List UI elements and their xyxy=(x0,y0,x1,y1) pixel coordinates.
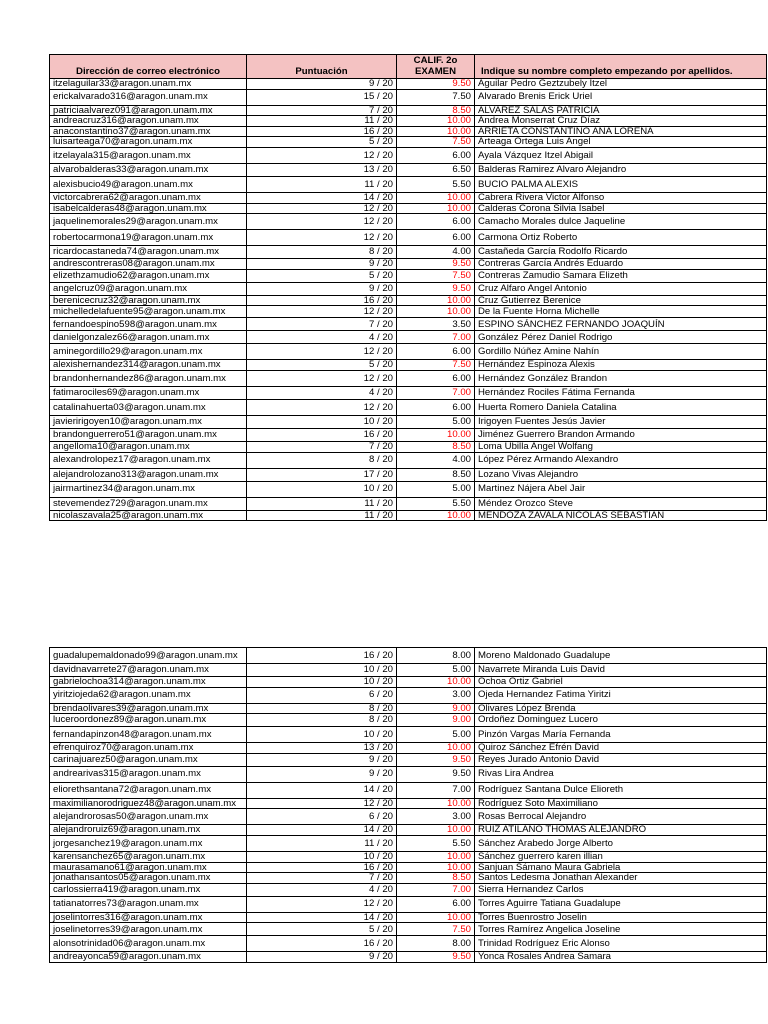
cell-grade: 9.50 xyxy=(397,282,475,295)
table-row xyxy=(50,468,767,481)
table-row xyxy=(50,331,767,344)
cell-email: joselinetorres39@aragon.unam.mx xyxy=(50,923,247,936)
cell-grade: 6.00 xyxy=(397,371,475,387)
cell-score: 7 / 20 xyxy=(247,105,397,116)
cell-grade: 8.50 xyxy=(397,105,475,116)
table-row xyxy=(50,677,767,688)
cell-score: 9 / 20 xyxy=(247,753,397,766)
table-row xyxy=(50,923,767,936)
cell-email: ricardocastaneda74@aragon.unam.mx xyxy=(50,246,247,259)
header-score: Puntuación xyxy=(247,55,397,79)
cell-score: 12 / 20 xyxy=(247,400,397,416)
cell-name: Balderas Ramirez Alvaro Alejandro xyxy=(475,164,767,177)
cell-grade: 10.00 xyxy=(397,203,475,214)
cell-grade: 4.00 xyxy=(397,246,475,259)
cell-grade: 8.00 xyxy=(397,936,475,952)
cell-score: 7 / 20 xyxy=(247,442,397,453)
table-row xyxy=(50,664,767,677)
cell-email: maurasamano61@aragon.unam.mx xyxy=(50,862,247,873)
cell-email: alvarobalderas33@aragon.unam.mx xyxy=(50,164,247,177)
table-row xyxy=(50,116,767,127)
table-row xyxy=(50,371,767,387)
cell-grade: 9.50 xyxy=(397,766,475,782)
cell-score: 10 / 20 xyxy=(247,416,397,429)
cell-email: gabrielochoa314@aragon.unam.mx xyxy=(50,677,247,688)
cell-grade: 5.50 xyxy=(397,497,475,510)
cell-grade: 9.00 xyxy=(397,703,475,714)
cell-name: ESPINO SÁNCHEZ FERNANDO JOAQUÍN xyxy=(475,318,767,331)
cell-score: 5 / 20 xyxy=(247,360,397,371)
cell-score: 16 / 20 xyxy=(247,936,397,952)
cell-email: carinajuarez50@aragon.unam.mx xyxy=(50,753,247,766)
cell-name: Calderas Corona Silvia Isabel xyxy=(475,203,767,214)
table-row xyxy=(50,896,767,912)
cell-email: berenicecruz32@aragon.unam.mx xyxy=(50,295,247,306)
cell-score: 8 / 20 xyxy=(247,714,397,727)
cell-email: alexisbucio49@aragon.unam.mx xyxy=(50,177,247,193)
cell-score: 9 / 20 xyxy=(247,952,397,963)
cell-email: itzelaguilar33@aragon.unam.mx xyxy=(50,79,247,90)
table-row xyxy=(50,648,767,664)
cell-email: carlossierra419@aragon.unam.mx xyxy=(50,883,247,896)
table-row xyxy=(50,952,767,963)
cell-name: Pinzón Vargas María Fernanda xyxy=(475,727,767,743)
cell-name: Cruz Gutierrez Berenice xyxy=(475,295,767,306)
cell-score: 4 / 20 xyxy=(247,387,397,400)
table-header-row xyxy=(50,55,767,79)
cell-email: michelledelafuente95@aragon.unam.mx xyxy=(50,306,247,318)
cell-score: 14 / 20 xyxy=(247,193,397,204)
cell-score: 6 / 20 xyxy=(247,687,397,703)
cell-name: Torres Buenrostro Joselin xyxy=(475,912,767,923)
cell-score: 10 / 20 xyxy=(247,851,397,862)
cell-grade: 7.00 xyxy=(397,387,475,400)
cell-name: Rivas Lira Andrea xyxy=(475,766,767,782)
cell-grade: 6.00 xyxy=(397,230,475,246)
cell-name: Torres Ramírez Angelica Joseline xyxy=(475,923,767,936)
table-row xyxy=(50,703,767,714)
cell-email: jonathansantos05@aragon.unam.mx xyxy=(50,873,247,884)
cell-name: Ojeda Hernandez Fatima Yiritzi xyxy=(475,687,767,703)
cell-name: Ochoa Ortiz Gabriel xyxy=(475,677,767,688)
cell-email: karensanchez65@aragon.unam.mx xyxy=(50,851,247,862)
cell-score: 12 / 20 xyxy=(247,203,397,214)
cell-grade: 10.00 xyxy=(397,743,475,754)
cell-score: 5 / 20 xyxy=(247,137,397,148)
table-row xyxy=(50,193,767,204)
cell-name: Gordillo Núñez Amine Nahín xyxy=(475,344,767,360)
cell-score: 10 / 20 xyxy=(247,727,397,743)
cell-score: 16 / 20 xyxy=(247,126,397,137)
cell-email: jairmartinez34@aragon.unam.mx xyxy=(50,481,247,497)
table-row xyxy=(50,766,767,782)
cell-score: 9 / 20 xyxy=(247,79,397,90)
table-row xyxy=(50,883,767,896)
cell-grade: 3.00 xyxy=(397,687,475,703)
cell-grade: 10.00 xyxy=(397,510,475,521)
cell-grade: 10.00 xyxy=(397,851,475,862)
table-row xyxy=(50,753,767,766)
cell-email: fernandapinzon48@aragon.unam.mx xyxy=(50,727,247,743)
cell-name: Hernández Espinoza Alexis xyxy=(475,360,767,371)
cell-score: 14 / 20 xyxy=(247,825,397,836)
cell-name: Olivares López Brenda xyxy=(475,703,767,714)
cell-email: luceroordonez89@aragon.unam.mx xyxy=(50,714,247,727)
cell-name: Santos Ledesma Jonathan Alexander xyxy=(475,873,767,884)
cell-email: isabelcalderas48@aragon.unam.mx xyxy=(50,203,247,214)
cell-score: 8 / 20 xyxy=(247,452,397,468)
table-row xyxy=(50,912,767,923)
table-row xyxy=(50,416,767,429)
table-row xyxy=(50,295,767,306)
table-row xyxy=(50,862,767,873)
cell-score: 12 / 20 xyxy=(247,798,397,809)
cell-score: 11 / 20 xyxy=(247,116,397,127)
cell-score: 10 / 20 xyxy=(247,481,397,497)
cell-email: angelcruz09@aragon.unam.mx xyxy=(50,282,247,295)
cell-name: Méndez Orozco Steve xyxy=(475,497,767,510)
table-row xyxy=(50,452,767,468)
cell-email: brandonguerrero51@aragon.unam.mx xyxy=(50,429,247,442)
cell-score: 11 / 20 xyxy=(247,177,397,193)
cell-score: 12 / 20 xyxy=(247,371,397,387)
cell-name: Martinez Nájera Abel Jair xyxy=(475,481,767,497)
cell-name: Carmona Ortiz Roberto xyxy=(475,230,767,246)
cell-grade: 6.00 xyxy=(397,148,475,164)
cell-name: Camacho Morales dulce Jaqueline xyxy=(475,214,767,230)
cell-email: maximilianorodriguez48@aragon.unam.mx xyxy=(50,798,247,809)
table-row xyxy=(50,835,767,851)
table-row xyxy=(50,442,767,453)
cell-email: yiritziojeda62@aragon.unam.mx xyxy=(50,687,247,703)
table-row xyxy=(50,782,767,798)
table-row xyxy=(50,126,767,137)
cell-score: 10 / 20 xyxy=(247,664,397,677)
cell-score: 13 / 20 xyxy=(247,743,397,754)
cell-name: BUCIO PALMA ALEXIS xyxy=(475,177,767,193)
cell-grade: 6.00 xyxy=(397,896,475,912)
cell-name: Navarrete Miranda Luis David xyxy=(475,664,767,677)
cell-grade: 3.50 xyxy=(397,318,475,331)
cell-email: anaconstantino37@aragon.unam.mx xyxy=(50,126,247,137)
cell-score: 4 / 20 xyxy=(247,331,397,344)
header-email: Dirección de correo electrónico xyxy=(50,55,247,79)
cell-score: 7 / 20 xyxy=(247,318,397,331)
cell-name: Cabrera Rivera Victor Alfonso xyxy=(475,193,767,204)
cell-name: Huerta Romero Daniela Catalina xyxy=(475,400,767,416)
cell-name: Ayala Vázquez Itzel Abigail xyxy=(475,148,767,164)
cell-grade: 8.50 xyxy=(397,873,475,884)
cell-score: 12 / 20 xyxy=(247,214,397,230)
cell-grade: 8.00 xyxy=(397,648,475,664)
cell-name: Rodríguez Santana Dulce Elioreth xyxy=(475,782,767,798)
cell-email: patriciaalvarez091@aragon.unam.mx xyxy=(50,105,247,116)
cell-email: erickalvarado316@aragon.unam.mx xyxy=(50,89,247,105)
cell-email: brandonhernandez86@aragon.unam.mx xyxy=(50,371,247,387)
table-row xyxy=(50,246,767,259)
cell-name: Yonca Rosales Andrea Samara xyxy=(475,952,767,963)
cell-score: 12 / 20 xyxy=(247,896,397,912)
table-row xyxy=(50,510,767,521)
cell-email: luisarteaga70@aragon.unam.mx xyxy=(50,137,247,148)
cell-grade: 9.50 xyxy=(397,952,475,963)
cell-name: Trinidad Rodríguez Eric Alonso xyxy=(475,936,767,952)
cell-grade: 7.50 xyxy=(397,137,475,148)
table-row xyxy=(50,798,767,809)
cell-score: 14 / 20 xyxy=(247,912,397,923)
cell-email: andrearivas315@aragon.unam.mx xyxy=(50,766,247,782)
cell-name: ARRIETA CONSTANTINO ANA LORENA xyxy=(475,126,767,137)
cell-email: alonsotrinidad06@aragon.unam.mx xyxy=(50,936,247,952)
cell-email: alejandrorosas50@aragon.unam.mx xyxy=(50,809,247,825)
cell-name: Sierra Hernandez Carlos xyxy=(475,883,767,896)
cell-name: Rodríguez Soto Maximiliano xyxy=(475,798,767,809)
cell-grade: 10.00 xyxy=(397,295,475,306)
cell-grade: 6.00 xyxy=(397,344,475,360)
cell-name: Reyes Jurado Antonio David xyxy=(475,753,767,766)
cell-email: itzelayala315@aragon.unam.mx xyxy=(50,148,247,164)
cell-email: elizethzamudio62@aragon.unam.mx xyxy=(50,269,247,282)
cell-name: Andrea Monserrat Cruz Díaz xyxy=(475,116,767,127)
cell-name: González Pérez Daniel Rodrigo xyxy=(475,331,767,344)
cell-score: 12 / 20 xyxy=(247,148,397,164)
cell-grade: 5.00 xyxy=(397,727,475,743)
cell-email: danielgonzalez66@aragon.unam.mx xyxy=(50,331,247,344)
cell-score: 15 / 20 xyxy=(247,89,397,105)
table-row xyxy=(50,360,767,371)
table-row xyxy=(50,429,767,442)
cell-score: 12 / 20 xyxy=(247,344,397,360)
cell-name: Loma Ubilla Angel Wolfang xyxy=(475,442,767,453)
cell-score: 11 / 20 xyxy=(247,497,397,510)
cell-grade: 10.00 xyxy=(397,862,475,873)
cell-grade: 6.50 xyxy=(397,164,475,177)
header-grade-line1: CALIF. 2o xyxy=(413,55,458,66)
cell-email: robertocarmona19@aragon.unam.mx xyxy=(50,230,247,246)
table-row xyxy=(50,164,767,177)
cell-name: ALVAREZ SALAS PATRICIA xyxy=(475,105,767,116)
cell-score: 9 / 20 xyxy=(247,259,397,270)
cell-score: 16 / 20 xyxy=(247,295,397,306)
cell-name: Lozano Vivas Alejandro xyxy=(475,468,767,481)
cell-score: 5 / 20 xyxy=(247,269,397,282)
cell-email: brendaolivares39@aragon.unam.mx xyxy=(50,703,247,714)
cell-email: catalinahuerta03@aragon.unam.mx xyxy=(50,400,247,416)
cell-email: javieririgoyen10@aragon.unam.mx xyxy=(50,416,247,429)
cell-name: RUIZ ATILANO THOMAS ALEJANDRO xyxy=(475,825,767,836)
cell-grade: 7.00 xyxy=(397,883,475,896)
table-row xyxy=(50,825,767,836)
cell-grade: 10.00 xyxy=(397,116,475,127)
cell-email: victorcabrera62@aragon.unam.mx xyxy=(50,193,247,204)
cell-name: Rosas Berrocal Alejandro xyxy=(475,809,767,825)
cell-email: alejandrolozano313@aragon.unam.mx xyxy=(50,468,247,481)
table-row xyxy=(50,851,767,862)
table-row xyxy=(50,318,767,331)
cell-email: jorgesanchez19@aragon.unam.mx xyxy=(50,835,247,851)
table-row xyxy=(50,727,767,743)
cell-name: Sánchez Arabedo Jorge Alberto xyxy=(475,835,767,851)
cell-name: De la Fuente Horna Michelle xyxy=(475,306,767,318)
cell-grade: 7.00 xyxy=(397,331,475,344)
cell-score: 14 / 20 xyxy=(247,782,397,798)
cell-name: Sanjuan Sámano Maura Gabriela xyxy=(475,862,767,873)
table-row xyxy=(50,214,767,230)
cell-grade: 7.50 xyxy=(397,269,475,282)
cell-score: 16 / 20 xyxy=(247,862,397,873)
header-name: Indique su nombre completo empezando por apellidos. xyxy=(475,55,767,79)
cell-name: Sánchez guerrero karen illian xyxy=(475,851,767,862)
table-row xyxy=(50,497,767,510)
table-row xyxy=(50,105,767,116)
cell-email: andreacruz316@aragon.unam.mx xyxy=(50,116,247,127)
cell-grade: 5.00 xyxy=(397,416,475,429)
cell-email: alexandrolopez17@aragon.unam.mx xyxy=(50,452,247,468)
cell-grade: 6.00 xyxy=(397,400,475,416)
cell-email: jaquelinemorales29@aragon.unam.mx xyxy=(50,214,247,230)
table-row xyxy=(50,306,767,318)
cell-score: 8 / 20 xyxy=(247,703,397,714)
cell-grade: 10.00 xyxy=(397,429,475,442)
table-row xyxy=(50,89,767,105)
cell-email: davidnavarrete27@aragon.unam.mx xyxy=(50,664,247,677)
cell-name: Contreras Zamudio Samara Elizeth xyxy=(475,269,767,282)
cell-email: andreayonca59@aragon.unam.mx xyxy=(50,952,247,963)
cell-name: Irigoyen Fuentes Jesús Javier xyxy=(475,416,767,429)
table-row xyxy=(50,79,767,90)
grades-table-2 xyxy=(49,647,767,963)
cell-name: Moreno Maldonado Guadalupe xyxy=(475,648,767,664)
cell-grade: 9.50 xyxy=(397,79,475,90)
cell-score: 9 / 20 xyxy=(247,282,397,295)
cell-name: Contreras García Andrés Eduardo xyxy=(475,259,767,270)
cell-grade: 5.00 xyxy=(397,664,475,677)
cell-name: Alvarado Brenis Erick Uriel xyxy=(475,89,767,105)
cell-email: fernandoespino598@aragon.unam.mx xyxy=(50,318,247,331)
cell-grade: 7.50 xyxy=(397,89,475,105)
cell-score: 7 / 20 xyxy=(247,873,397,884)
table-row xyxy=(50,873,767,884)
cell-grade: 10.00 xyxy=(397,798,475,809)
cell-score: 11 / 20 xyxy=(247,835,397,851)
cell-name: Cruz Alfaro Angel Antonio xyxy=(475,282,767,295)
cell-grade: 10.00 xyxy=(397,825,475,836)
cell-name: Jiménez Guerrero Brandon Armando xyxy=(475,429,767,442)
cell-score: 5 / 20 xyxy=(247,923,397,936)
table-row xyxy=(50,936,767,952)
cell-grade: 5.50 xyxy=(397,835,475,851)
table-row xyxy=(50,387,767,400)
cell-grade: 6.00 xyxy=(397,214,475,230)
cell-email: joselintorres316@aragon.unam.mx xyxy=(50,912,247,923)
cell-score: 9 / 20 xyxy=(247,766,397,782)
cell-email: eliorethsantana72@aragon.unam.mx xyxy=(50,782,247,798)
cell-grade: 10.00 xyxy=(397,677,475,688)
cell-grade: 5.50 xyxy=(397,177,475,193)
cell-grade: 9.50 xyxy=(397,259,475,270)
table-row xyxy=(50,687,767,703)
cell-email: tatianatorres73@aragon.unam.mx xyxy=(50,896,247,912)
cell-email: aminegordillo29@aragon.unam.mx xyxy=(50,344,247,360)
cell-score: 10 / 20 xyxy=(247,677,397,688)
cell-grade: 9.50 xyxy=(397,753,475,766)
cell-grade: 10.00 xyxy=(397,126,475,137)
cell-email: andrescontreras08@aragon.unam.mx xyxy=(50,259,247,270)
cell-email: alejandroruiz69@aragon.unam.mx xyxy=(50,825,247,836)
cell-grade: 5.00 xyxy=(397,481,475,497)
cell-email: stevemendez729@aragon.unam.mx xyxy=(50,497,247,510)
cell-name: Castañeda García Rodolfo Ricardo xyxy=(475,246,767,259)
cell-score: 16 / 20 xyxy=(247,429,397,442)
cell-grade: 10.00 xyxy=(397,912,475,923)
cell-email: alexishernandez314@aragon.unam.mx xyxy=(50,360,247,371)
cell-score: 11 / 20 xyxy=(247,510,397,521)
cell-grade: 8.50 xyxy=(397,442,475,453)
table-row xyxy=(50,137,767,148)
cell-name: MENDOZA ZAVALA NICOLAS SEBASTIAN xyxy=(475,510,767,521)
cell-grade: 4.00 xyxy=(397,452,475,468)
cell-email: guadalupemaldonado99@aragon.unam.mx xyxy=(50,648,247,664)
cell-name: Quiroz Sánchez Efrén David xyxy=(475,743,767,754)
cell-name: Hernández González Brandon xyxy=(475,371,767,387)
cell-score: 8 / 20 xyxy=(247,246,397,259)
table-row xyxy=(50,148,767,164)
cell-name: Arteaga Ortega Luis Angel xyxy=(475,137,767,148)
grades-table-1 xyxy=(49,54,767,521)
table-row xyxy=(50,481,767,497)
header-grade xyxy=(397,55,475,79)
header-grade-line2: EXAMEN xyxy=(414,66,457,78)
cell-score: 12 / 20 xyxy=(247,306,397,318)
cell-grade: 9.00 xyxy=(397,714,475,727)
table-row xyxy=(50,282,767,295)
cell-name: Hernández Rociles Fátima Fernanda xyxy=(475,387,767,400)
table-row xyxy=(50,259,767,270)
cell-email: efrenquiroz70@aragon.unam.mx xyxy=(50,743,247,754)
cell-score: 17 / 20 xyxy=(247,468,397,481)
cell-name: Ordoñez Dominguez Lucero xyxy=(475,714,767,727)
cell-email: fatimarociles69@aragon.unam.mx xyxy=(50,387,247,400)
cell-grade: 7.00 xyxy=(397,782,475,798)
cell-score: 4 / 20 xyxy=(247,883,397,896)
cell-grade: 10.00 xyxy=(397,306,475,318)
cell-grade: 7.50 xyxy=(397,360,475,371)
table-row xyxy=(50,230,767,246)
cell-grade: 10.00 xyxy=(397,193,475,204)
cell-email: nicolaszavala25@aragon.unam.mx xyxy=(50,510,247,521)
cell-name: Torres Aguirre Tatiana Guadalupe xyxy=(475,896,767,912)
cell-score: 12 / 20 xyxy=(247,230,397,246)
cell-email: angelloma10@aragon.unam.mx xyxy=(50,442,247,453)
table-row xyxy=(50,344,767,360)
table-row xyxy=(50,177,767,193)
cell-name: López Pérez Armando Alexandro xyxy=(475,452,767,468)
cell-grade: 3.00 xyxy=(397,809,475,825)
table-row xyxy=(50,400,767,416)
table-row xyxy=(50,809,767,825)
table-row xyxy=(50,714,767,727)
cell-score: 6 / 20 xyxy=(247,809,397,825)
cell-score: 13 / 20 xyxy=(247,164,397,177)
cell-grade: 7.50 xyxy=(397,923,475,936)
cell-grade: 8.50 xyxy=(397,468,475,481)
cell-score: 16 / 20 xyxy=(247,648,397,664)
table-row xyxy=(50,203,767,214)
table-row xyxy=(50,743,767,754)
table-row xyxy=(50,269,767,282)
cell-name: Aguilar Pedro Geztzubely Itzel xyxy=(475,79,767,90)
